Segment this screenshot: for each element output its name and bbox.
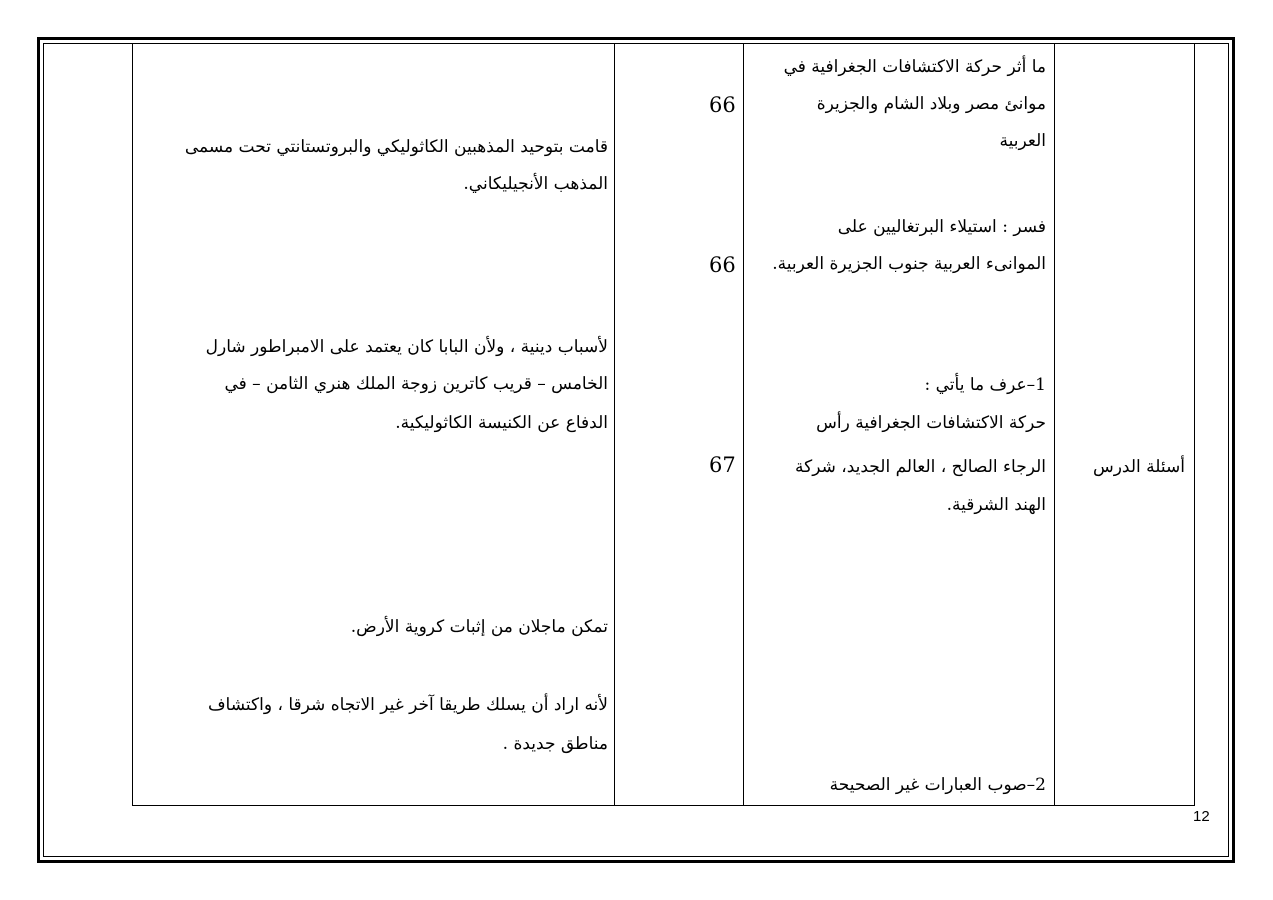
answer-2-line-1: لأسباب دينية ، ولأن البابا كان يعتمد على الامبراطور شارل: [205, 337, 608, 357]
table-bottom-border: [132, 805, 1194, 806]
table-left-border: [132, 43, 133, 806]
page-number: 12: [1193, 808, 1210, 825]
question-1-line-3: العربية: [999, 131, 1046, 151]
page-ref-3: 67: [709, 453, 736, 477]
column-divider-pages: [743, 43, 744, 806]
question-1-line-2: موانئ مصر وبلاد الشام والجزيرة: [816, 94, 1046, 114]
question-3-line-2: حركة الاكتشافات الجغرافية رأس: [816, 413, 1046, 433]
question-2-line-1: فسر : استيلاء البرتغاليين على: [837, 217, 1046, 237]
question-3-line-3: الرجاء الصالح ، العالم الجديد، شركة: [795, 457, 1046, 477]
answer-1-line-1: قامت بتوحيد المذهبين الكاثوليكي والبروتستانتي تحت مسمى: [184, 137, 608, 157]
answer-2-line-2: الخامس – قريب كاترين زوجة الملك هنري الثامن – في: [224, 374, 608, 394]
answer-1-line-2: المذهب الأنجيليكاني.: [463, 174, 608, 194]
answer-2-line-3: الدفاع عن الكنيسة الكاثوليكية.: [395, 413, 608, 433]
answer-4-line-2: مناطق جديدة .: [502, 734, 608, 754]
question-1-line-1: ما أثر حركة الاكتشافات الجغرافية في: [783, 57, 1046, 77]
question-3-line-1: 1–عرف ما يأتي :: [924, 375, 1046, 395]
header-cell: أسئلة الدرس: [1092, 457, 1185, 477]
question-2-line-2: الموانىء العربية جنوب الجزيرة العربية.: [772, 254, 1046, 274]
column-divider-questions: [1054, 43, 1055, 806]
page-ref-1: 66: [709, 93, 736, 117]
column-divider-answers: [614, 43, 615, 806]
answer-4-line-1: لأنه اراد أن يسلك طريقا آخر غير الاتجاه شرقا ، واكتشاف: [207, 695, 608, 715]
question-3-line-4: الهند الشرقية.: [946, 495, 1046, 515]
answer-3-line-1: تمكن ماجلان من إثبات كروية الأرض.: [350, 617, 608, 637]
table-right-border: [1194, 43, 1195, 806]
question-4-line-1: 2–صوب العبارات غير الصحيحة: [829, 775, 1046, 795]
page-ref-2: 66: [709, 253, 736, 277]
